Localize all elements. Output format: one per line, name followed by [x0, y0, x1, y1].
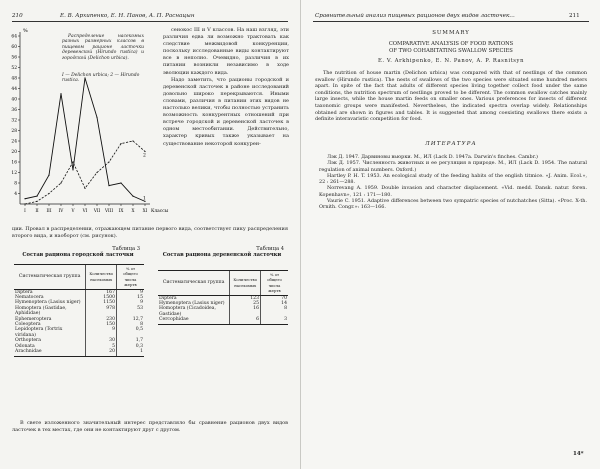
right-page-number: 211 [569, 13, 580, 19]
table4-col-group: Систематическая группа [158, 271, 230, 296]
cell-percent: 14 [261, 301, 289, 306]
x-tick-label: X [131, 208, 135, 213]
reference-item: Vaurie C. 1951. Adaptive differences between two sympatric species of nutchatches (Sitta). «Proc. X-th. Ornith. Congr.»: 163—166. [319, 198, 587, 211]
data-point [72, 161, 73, 162]
y-tick-label: 16 [11, 160, 17, 166]
closing-paragraph: В свете изложенного значительный интерес представляло бы сравнение рационов двух видов ласточек в тех местах, где они не контактируют друг с другом. [12, 420, 288, 434]
cell-group: Cercophidae [158, 317, 230, 324]
data-point [48, 193, 49, 194]
body-paragraph: Надо заметить, что рационы городской и деревенской ласточек в районе исследований довольно широко перекрываются. Иными словами, различия в питании этих видов не настолько велики, чтобы полностью устранить возможность конкурентных отношений при встрече городской и деревенской ласточек в одном местообитании. Действительно, характер кривых также указывает на существование некоторой конкурен- [163, 76, 289, 147]
reference-item: Лэк Д. 1957. Численность животных и ее регуляция в природе. М., ИЛ (Lack D. 1954. The natural regulation of animal numbers. Oxford.) [319, 160, 587, 173]
series-line-2 [25, 141, 145, 204]
cell-count: 30 [86, 338, 117, 343]
reference-item: Лэк Д. 1947. Дарвиновы вьюрки. М., ИЛ (Lack D. 1947a. Darwin's finches. Cambr.) [327, 154, 538, 160]
left-page [0, 0, 300, 469]
cell-group: Odonata [15, 343, 35, 349]
x-tick-label: XI [142, 208, 148, 213]
cell-percent: 53 [117, 306, 145, 317]
data-point [120, 182, 121, 183]
y-tick-label: 8 [14, 181, 17, 187]
y-tick-label: 12 [11, 171, 17, 177]
cell-percent: 1,7 [117, 338, 145, 343]
summary-text-block [315, 70, 587, 123]
y-tick-label: 24 [11, 139, 17, 145]
cell-count: 1500 [86, 295, 117, 300]
data-point [48, 175, 49, 176]
cell-count: 230 [86, 317, 117, 322]
cell-group: Arachnidae [14, 349, 86, 356]
cell-percent: 9 [117, 300, 145, 305]
cell-percent: 70 [261, 295, 289, 301]
data-point [60, 182, 61, 183]
cell-count: 25 [230, 301, 261, 306]
data-point [96, 172, 97, 173]
x-tick-label: III [46, 208, 52, 213]
x-tick-label: IV [58, 208, 64, 213]
data-point [108, 185, 109, 186]
table3-col-percent: % от общего числа жертв [117, 265, 145, 290]
cell-group: Diptera [159, 295, 177, 301]
table4 [158, 270, 288, 325]
y-tick-label: 28 [11, 129, 17, 135]
chart-series [24, 77, 146, 204]
literature-heading: ЛИТЕРАТУРА [425, 141, 477, 147]
cell-group: Hymenoptera (Lasius niger) [159, 301, 225, 307]
data-point [60, 93, 61, 94]
chart-ticks [11, 35, 168, 214]
cell-percent: 0,5 [117, 327, 145, 338]
data-point [24, 203, 25, 204]
cell-count: 1150 [86, 300, 117, 305]
y-tick-label: 56 [11, 55, 17, 61]
cell-group: Lepidoptera (Tortrix viridana) [15, 327, 63, 338]
y-tick-label: 4 [14, 192, 17, 198]
signature-mark: 14* [573, 451, 584, 457]
x-tick-label: VIII [105, 208, 113, 213]
cell-count: 167 [86, 289, 117, 295]
cell-group: Coleoptera [15, 322, 41, 328]
cell-count: 9 [86, 327, 117, 338]
x-tick-label: I [24, 208, 26, 213]
data-point [120, 143, 121, 144]
cell-count: 978 [86, 306, 117, 317]
body-paragraph: ции. Провал в распределении, отражающем питание первого вида, соответствует пику распределения второго вида, и наоборот (см. рисунок). [12, 226, 288, 240]
table-row [14, 327, 144, 338]
y-tick-label: 20 [11, 150, 17, 156]
data-point [36, 201, 37, 202]
cell-count: 123 [230, 295, 261, 301]
data-point [132, 140, 133, 141]
cell-group: Ephemeroptera [15, 316, 52, 322]
right-running-head: Сравнительный анализ пищевых рационов двух видов ласточек… [315, 13, 515, 19]
cell-count: 16 [230, 306, 261, 317]
cell-percent: 1 [117, 349, 145, 356]
x-tick-label: IX [118, 208, 124, 213]
data-point [84, 188, 85, 189]
table-row [14, 306, 144, 317]
cell-group: Homoptera (Gastidae, Aphididae) [15, 305, 67, 317]
left-running-head: Е. В. Архипенко, Е. Н. Панов, А. П. Раснацын [60, 13, 195, 19]
series-label: 1 [143, 196, 146, 202]
y-tick-label: 40 [11, 97, 17, 103]
x-axis-label: Классы [151, 209, 169, 214]
y-axis-label: % [23, 28, 28, 34]
cell-group: Nematocera [15, 295, 44, 301]
cell-percent: 8 [261, 306, 289, 317]
left-body-full [12, 226, 288, 240]
table4-header [156, 246, 288, 258]
table-row [158, 306, 288, 317]
cell-count: 5 [86, 344, 117, 349]
data-point [96, 117, 97, 118]
cell-count: 6 [230, 317, 261, 324]
left-page-number: 210 [12, 13, 23, 19]
cell-percent: 8 [117, 322, 145, 327]
data-point [144, 151, 145, 152]
reference-list [319, 154, 587, 211]
table-row [158, 317, 288, 324]
summary-title-line1: COMPARATIVE ANALYSIS OF FOOD RATIONS [388, 41, 514, 47]
cell-group: Diptera [15, 289, 33, 295]
summary-title-line2: OF TWO COHABITATING SWALLOW SPECIES [389, 48, 513, 54]
y-tick-label: 52 [11, 66, 17, 72]
cell-percent: 0,3 [117, 344, 145, 349]
table3-title: Состав рациона городской ласточки [22, 252, 134, 258]
summary-text: The nutrition of house martin (Delichon urbica) was compared with that of nestlings of the common swallow (Hirundo rustica). The nests of swallows of the two species were situated some hundred meters apart. In spite of the fact that adults of different species living together collect food under the same conditions, the nutrition spectrum of nestlings proved to be different. The common swallow catches mainly large insects, while the house martin feeds on smaller ones. Various preferences for insects of different taxonomic groups were manifested. Nevertheless, the indicated spectra overlap widely. Relationships obtained are shown in figures and tables. It is suggested that among coexisting swallows there exists a definite interavaristic competition for food. [315, 70, 587, 123]
cell-group: Hymenoptera (Lasius niger) [15, 300, 81, 306]
table-row [14, 349, 144, 356]
reference-item: Hartley P. H. T. 1953. An ecological study of the feeding habits of the english titmice. «J. Anim. Ecol.», 22 : 261—288. [319, 172, 587, 186]
table3-label: Таблица 3 [112, 246, 140, 252]
data-point [24, 198, 25, 199]
series-line-1 [25, 78, 145, 201]
y-tick-label: 44 [11, 87, 17, 93]
series-label: 2 [143, 153, 146, 159]
data-point [36, 196, 37, 197]
x-tick-label: II [35, 208, 39, 213]
y-tick-label: 32 [11, 118, 17, 124]
right-header-rule [313, 21, 589, 22]
table4-label: Таблица 4 [256, 246, 284, 252]
cell-percent: 9 [117, 289, 145, 295]
table4-title: Состав рациона деревенской ласточки [162, 252, 282, 258]
cell-group: Orthoptera [15, 338, 41, 344]
cell-count: 150 [86, 322, 117, 327]
left-header-rule [12, 21, 288, 22]
table3-col-group: Систематическая группа [14, 265, 86, 290]
table3-header [12, 246, 144, 258]
table4-col-percent: % от общего числа жертв [261, 271, 289, 296]
cell-group: Homoptera (Cicadoidea, Gastidae) [159, 306, 216, 317]
table4-col-count: Количество насекомых [230, 271, 261, 296]
cell-percent: 3 [261, 317, 289, 324]
cell-count: 20 [86, 349, 117, 356]
chart-caption: Распределение насекомых разных размерных классов в пищевом рационе ласточки деревенской (Hirundo rustica) и городской (Delichon urbica). [62, 34, 144, 61]
data-point [132, 196, 133, 197]
y-tick-label: 64 [11, 34, 17, 40]
y-tick-label: 60 [11, 45, 17, 51]
chart-legend: I — Delichon urbica; 2 — Hirundo rustica. [62, 73, 140, 84]
table3 [14, 264, 144, 357]
closing-paragraph-block [12, 420, 288, 434]
right-page [300, 0, 600, 469]
x-tick-label: VI [82, 208, 88, 213]
table3-col-count: Количество насекомых [86, 265, 117, 290]
summary-authors: E. V. Arkhipenko, E. N. Panov, A. P. Rasnitsyn [377, 58, 525, 64]
summary-heading: SUMMARY [432, 30, 470, 36]
body-paragraph: сенокос III и V классов. На наш взгляд, эти различия едва ли возможно трактовать как следствие межвидовой конкуренции, поскольку исследованные виды контактируют все в неполно. Очевидно, различия в их питании возникли независимо в ходе эволюции каждого вида. [163, 27, 289, 76]
y-tick-label: 36 [11, 108, 17, 114]
x-tick-label: VII [93, 208, 101, 213]
data-point [108, 161, 109, 162]
y-tick-label: 48 [11, 76, 17, 82]
data-point [72, 169, 73, 170]
left-body-column [163, 27, 289, 148]
x-tick-label: V [71, 208, 75, 213]
cell-percent: 12,7 [117, 317, 145, 322]
reference-item: Norrevang A. 1959. Double invasion and character displacement. «Vid. medd. Dansk. natur. foren. Kopenhavn», 121 : 171—180. [319, 185, 587, 198]
cell-percent: 15 [117, 295, 145, 300]
